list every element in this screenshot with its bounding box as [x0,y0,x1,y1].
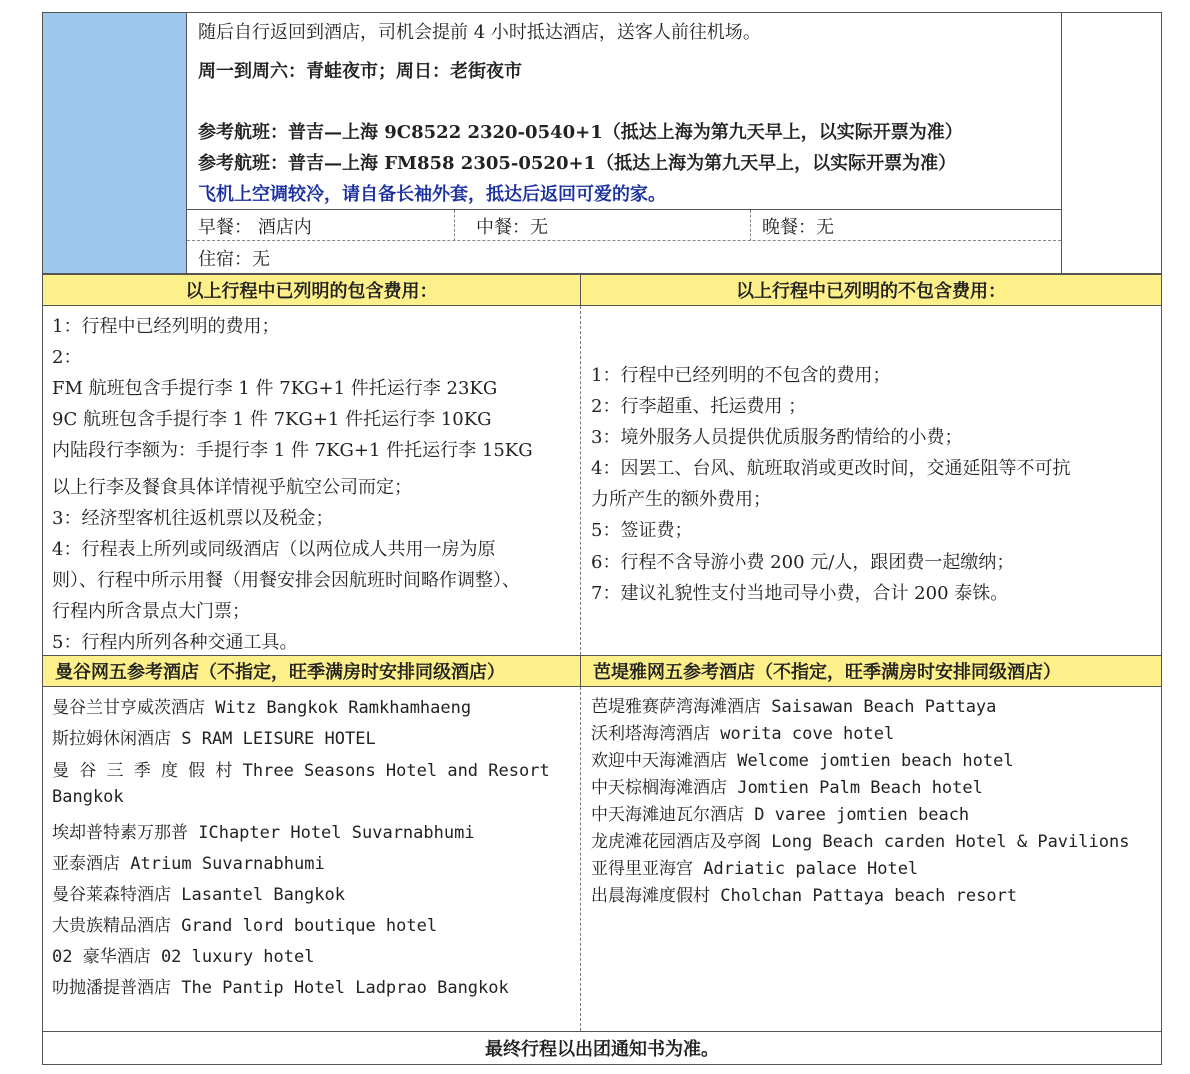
excluded-item: 4：因罢工、台风、航班取消或更改时间，交通延阻等不可抗 [591,458,1071,479]
included-item: 9C 航班包含手提行李 1 件 7KG+1 件托运行李 10KG [52,409,492,430]
flight-ref-2: 参考航班：普吉—上海 FM858 2305-0520+1（抵达上海为第九天早上，以实际开票为准） [198,153,957,174]
hotel-item: 沃利塔海湾酒店 worita cove hotel [591,724,895,744]
hotel-item: 龙虎滩花园酒店及亭阁 Long Beach carden Hotel & Pavilions [591,832,1130,852]
included-item: 2： [52,347,82,368]
bangkok-hotels-header: 曼谷网五参考酒店（不指定，旺季满房时安排同级酒店） [42,655,581,687]
hotel-item: 中天海滩迪瓦尔酒店 D varee jomtien beach [591,805,970,825]
included-item: 行程内所含景点大门票； [52,601,250,622]
day-sidebar [43,13,186,273]
flight-ref-1: 参考航班：普吉—上海 9C8522 2320-0540+1（抵达上海为第九天早上，以实际开票为准） [198,122,963,143]
excluded-header: 以上行程中已列明的不包含费用： [580,274,1162,306]
excluded-item: 5：签证费； [591,520,693,541]
hotel-item: 欢迎中天海滩酒店 Welcome jomtien beach hotel [591,751,1014,771]
hotel-item: 中天棕榈海滩酒店 Jomtien Palm Beach hotel [591,778,983,798]
lodging-cell: 住宿：无 [198,249,270,270]
fees-divider [580,306,581,655]
hotel-item: 芭堤雅赛萨湾海滩酒店 Saisawan Beach Pattaya [591,697,997,717]
hotel-item: Bangkok [52,787,124,807]
included-item: 5：行程内所列各种交通工具。 [52,632,298,653]
hotel-item: 亚泰酒店 Atrium Suvarnabhumi [52,854,325,874]
included-item: 4：行程表上所列或同级酒店（以两位成人共用一房为原 [52,539,496,560]
included-header: 以上行程中已列明的包含费用： [42,274,581,306]
footer-note: 最终行程以出团通知书为准。 [42,1031,1162,1065]
excluded-item: 3：境外服务人员提供优质服务酌情给的小费； [591,427,963,448]
hotel-item: 曼 谷 三 季 度 假 村 Three Seasons Hotel and Resort [52,761,550,781]
hotel-item: 亚得里亚海宫 Adriatic palace Hotel [591,859,919,879]
hotel-item: 大贵族精品酒店 Grand lord boutique hotel [52,916,438,936]
hotel-item: 曼谷莱森特酒店 Lasantel Bangkok [52,885,345,905]
hotel-item: 叻抛潘提普酒店 The Pantip Hotel Ladprao Bangkok [52,978,509,998]
included-item: 1：行程中已经列明的费用； [52,316,280,337]
night-market-text: 周一到周六：青蛙夜市；周日：老街夜市 [198,61,522,82]
breakfast-cell: 早餐： 酒店内 [198,217,312,238]
included-item: 3：经济型客机往返机票以及税金； [52,508,334,529]
included-item: 则）、行程中所示用餐（用餐安排会因航班时间略作调整）、 [52,570,520,591]
hotel-item: 斯拉姆休闲酒店 S RAM LEISURE HOTEL [52,729,376,749]
return-text: 随后自行返回到酒店，司机会提前 4 小时抵达酒店，送客人前往机场。 [198,22,761,43]
hotel-item: 02 豪华酒店 02 luxury hotel [52,947,315,967]
excluded-item: 2：行李超重、托运费用 ； [591,396,807,417]
ac-notice: 飞机上空调较冷，请自备长袖外套，抵达后返回可爱的家。 [198,184,666,205]
included-item: 以上行李及餐食具体详情视乎航空公司而定； [52,477,412,498]
excluded-item: 6：行程不含导游小费 200 元/人，跟团费一起缴纳； [591,552,1015,573]
dinner-cell: 晚餐：无 [762,217,834,238]
pattaya-hotels-header: 芭堤雅网五参考酒店（不指定，旺季满房时安排同级酒店） [580,655,1162,687]
excluded-item: 7：建议礼貌性支付当地司导小费，合计 200 泰铢。 [591,583,1009,604]
excluded-item: 力所产生的额外费用； [591,489,771,510]
excluded-item: 1：行程中已经列明的不包含的费用； [591,365,891,386]
hotels-divider [580,687,581,1031]
hotel-item: 曼谷兰甘亨威茨酒店 Witz Bangkok Ramkhamhaeng [52,698,472,718]
hotel-item: 出晨海滩度假村 Cholchan Pattaya beach resort [591,886,1018,906]
included-item: FM 航班包含手提行李 1 件 7KG+1 件托运行李 23KG [52,378,498,399]
lunch-cell: 中餐：无 [476,217,548,238]
hotel-item: 埃却普特素万那普 IChapter Hotel Suvarnabhumi [52,823,475,843]
included-item: 内陆段行李额为：手提行李 1 件 7KG+1 件托运行李 15KG [52,440,533,461]
